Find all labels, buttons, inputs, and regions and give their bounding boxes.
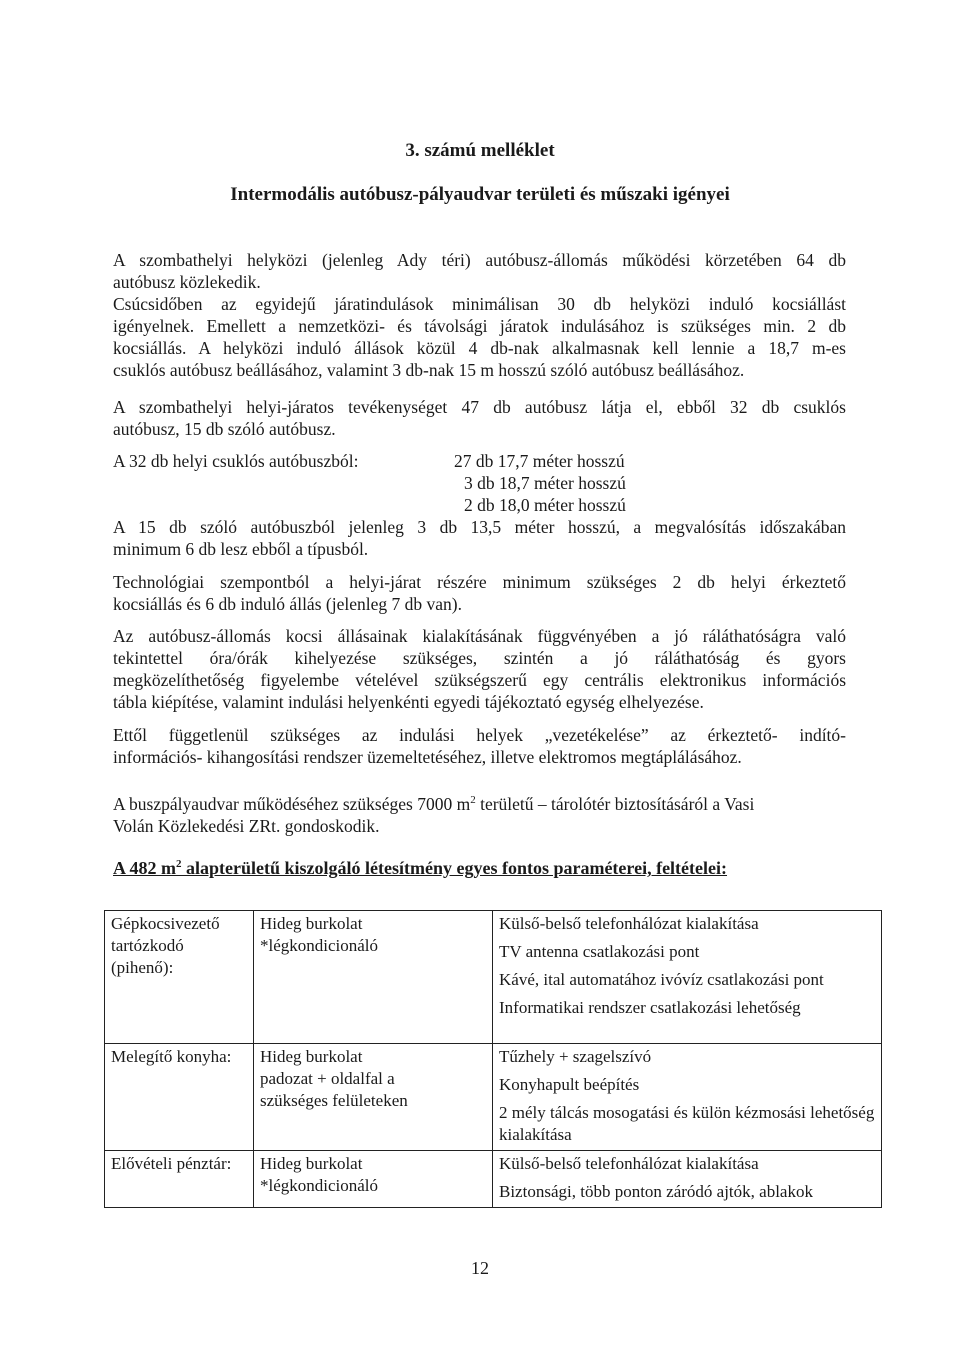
page-number: 12 xyxy=(471,1258,489,1278)
fleet-line: 27 db 17,7 méter hosszú xyxy=(454,451,625,471)
list-item: Külső-belső telefonhálózat kialakítása xyxy=(499,1154,759,1173)
fleet-label: A 32 db helyi csuklós autóbuszból: xyxy=(113,451,359,471)
room-name: Melegítő konyha: xyxy=(105,1044,254,1151)
params-heading: A 482 $m^2$ alapterületű kiszolgáló létesítmény egyes fontos paraméterei, feltételei: xyxy=(113,858,728,878)
text-line: igényelnek. Emellett a nemzetközi- és távolsági járatok indulásához is szükséges min. 2 db xyxy=(113,316,846,336)
text-line: tekintettel óra/órák kihelyezése szükséges, szintén a jó ráláthatóság és gyors xyxy=(113,648,846,668)
paragraph-wiring xyxy=(113,724,846,768)
text-line: A szombathelyi helyi-járatos tevékenységet 47 db autóbusz látja el, ebből 32 db csuklós xyxy=(113,397,846,417)
room-name: Elővételi pénztár: xyxy=(105,1151,254,1208)
text-line: megközelíthetőség figyelembe vételével szükségszerű egy centrális elektronikus információs xyxy=(113,670,846,690)
text-line: Volán Közlekedési ZRt. gondoskodik. xyxy=(113,816,380,836)
text-line: tábla kiépítése, valamint indulási helyenkénti egyedi tájékoztató egység elhelyezése. xyxy=(113,692,704,712)
list-item: Informatikai rendszer csatlakozási lehetőség xyxy=(499,998,801,1017)
facility-parameters-table xyxy=(104,910,882,1208)
paragraph-local-buses xyxy=(113,396,846,440)
room-finish: Hideg burkolat *légkondicionáló xyxy=(254,1151,493,1208)
room-name: Gépkocsivezető tartózkodó (pihenő): xyxy=(105,911,254,1044)
table-row xyxy=(105,1151,882,1208)
room-requirements xyxy=(493,1044,882,1151)
paragraph-stations xyxy=(113,249,846,381)
list-item: Külső-belső telefonhálózat kialakítása xyxy=(499,914,759,933)
fleet-line: 3 db 18,7 méter hosszú xyxy=(464,473,626,493)
room-requirements xyxy=(493,911,882,1044)
room-requirements xyxy=(493,1151,882,1208)
list-item: Kávé, ital automatához ivóvíz csatlakozási pont xyxy=(499,970,824,989)
paragraph-information-display xyxy=(113,625,846,713)
text-line: autóbusz közlekedik. xyxy=(113,272,261,292)
list-item: Tűzhely + szagelszívó xyxy=(499,1047,652,1066)
document-title: Intermodális autóbusz-pályaudvar területi és műszaki igényei xyxy=(230,184,730,205)
text-line: A buszpályaudvar működéséhez szükséges 7000 $m^2$ területű – tárolótér biztosításáról a Vasi xyxy=(113,794,755,814)
text-line: kocsiállás. A helyközi induló állások közül 4 db-nak alkalmasnak kell lennie a 18,7 m-es xyxy=(113,338,846,358)
list-item: TV antenna csatlakozási pont xyxy=(499,942,700,961)
text-line: Ettől függetlenül szükséges az indulási helyek „vezetékelése” az érkeztető- indító- xyxy=(113,725,846,745)
text-line: információs- kihangosítási rendszer üzemeltetéséhez, illetve elektromos megtáplálásához. xyxy=(113,747,742,767)
text-line: Az autóbusz-állomás kocsi állásainak kialakításának függvényében a jó ráláthatóságra való xyxy=(113,626,846,646)
text-line: A szombathelyi helyközi (jelenleg Ady téri) autóbusz-állomás működési körzetében 64 db xyxy=(113,250,846,270)
paragraph-solo-buses xyxy=(113,516,846,560)
text-line: A 15 db szóló autóbuszból jelenleg 3 db 13,5 méter hosszú, a megvalósítás időszakában xyxy=(113,517,846,537)
paragraph-technology xyxy=(113,571,846,615)
paragraph-storage-area xyxy=(113,793,846,837)
text-line: csuklós autóbusz beállásához, valamint 3 db-nak 15 m hosszú szóló autóbusz beállásához. xyxy=(113,360,745,380)
list-item: 2 mély tálcás mosogatási és külön kézmosási lehetőség kialakítása xyxy=(499,1103,875,1144)
fleet-line: 2 db 18,0 méter hosszú xyxy=(464,495,626,515)
room-finish: Hideg burkolat *légkondicionáló xyxy=(254,911,493,1044)
text-line: kocsiállás és 6 db induló állás (jelenleg 7 db van). xyxy=(113,594,462,614)
room-finish: Hideg burkolat padozat + oldalfal a szükséges felületeken xyxy=(254,1044,493,1151)
table-row xyxy=(105,1044,882,1151)
text-line: Csúcsidőben az egyidejű járatindulások minimálisan 30 db helyközi induló kocsiállást xyxy=(113,294,846,314)
text-line: autóbusz, 15 db szóló autóbusz. xyxy=(113,419,336,439)
table-row xyxy=(105,911,882,1044)
list-item: Biztonsági, több ponton záródó ajtók, ablakok xyxy=(499,1182,813,1201)
text-line: Technológiai szempontból a helyi-járat részére minimum szükséges 2 db helyi érkeztető xyxy=(113,572,846,592)
list-item: Konyhapult beépítés xyxy=(499,1075,640,1094)
annex-label: 3. számú melléklet xyxy=(405,140,555,161)
text-line: minimum 6 db lesz ebből a típusból. xyxy=(113,539,369,559)
